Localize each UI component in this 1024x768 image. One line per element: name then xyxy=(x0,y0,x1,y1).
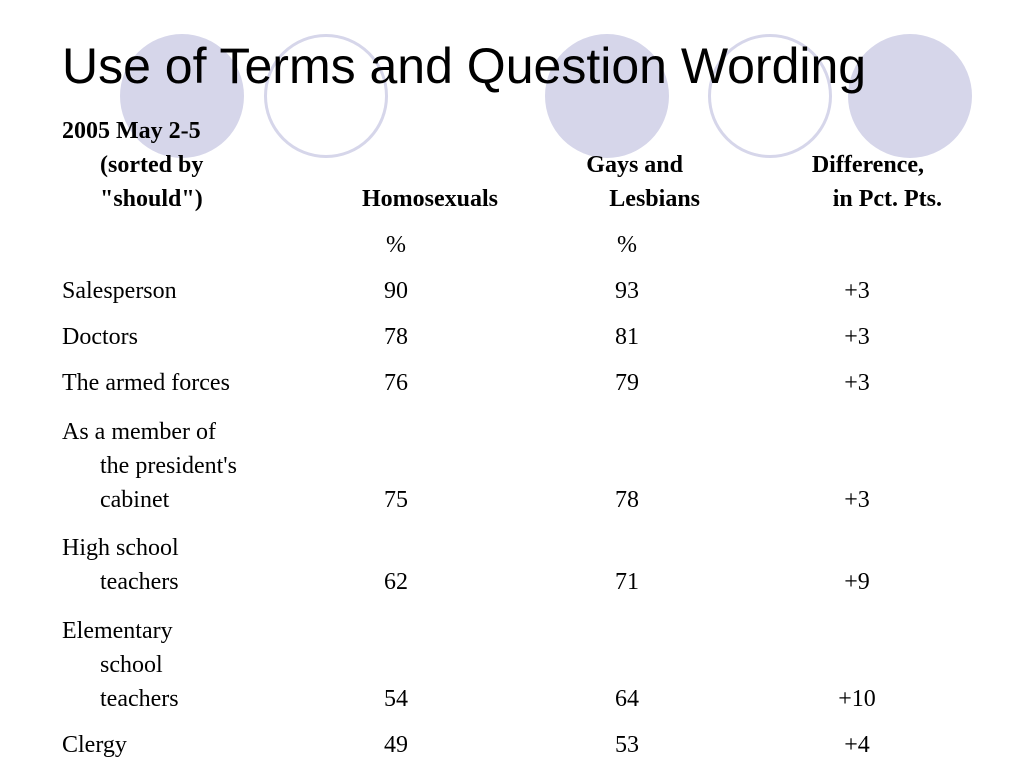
survey-date-header xyxy=(62,114,203,216)
row-label: Doctors xyxy=(62,324,138,350)
value-homosexuals: 78 xyxy=(384,324,408,350)
value-difference: +3 xyxy=(844,487,870,513)
value-homosexuals: 75 xyxy=(384,487,408,513)
unit-percent-homosexuals: % xyxy=(386,232,406,258)
column-header-gays-line-1: Gays and xyxy=(586,152,683,178)
value-gays-lesbians: 93 xyxy=(615,278,639,304)
survey-date: 2005 May 2-5 xyxy=(62,118,201,144)
value-homosexuals: 49 xyxy=(384,732,408,758)
sort-note-line-2: "should") xyxy=(100,186,203,212)
value-homosexuals: 90 xyxy=(384,278,408,304)
value-gays-lesbians: 78 xyxy=(615,487,639,513)
row-label: Clergy xyxy=(62,732,127,758)
value-difference: +3 xyxy=(844,278,870,304)
row-label: As a member of the president's cabinet xyxy=(62,419,237,513)
value-gays-lesbians: 64 xyxy=(615,686,639,712)
column-header-gays-lesbians xyxy=(540,148,700,216)
unit-percent-gays: % xyxy=(617,232,637,258)
row-label: Salesperson xyxy=(62,278,177,304)
value-difference: +3 xyxy=(844,324,870,350)
value-gays-lesbians: 71 xyxy=(615,569,639,595)
column-header-homosexuals: Homosexuals xyxy=(361,186,498,212)
row-label: The armed forces xyxy=(62,370,230,396)
decorative-circle xyxy=(848,34,972,158)
column-header-diff-line-2: in Pct. Pts. xyxy=(832,186,942,212)
value-difference: +9 xyxy=(844,569,870,595)
value-homosexuals: 54 xyxy=(384,686,408,712)
column-header-gays-line-2: Lesbians xyxy=(609,186,700,212)
value-difference: +3 xyxy=(844,370,870,396)
column-header-difference xyxy=(760,148,942,216)
row-label: High school teachers xyxy=(62,535,179,595)
value-difference: +10 xyxy=(838,686,876,712)
slide-title: Use of Terms and Question Wording xyxy=(62,38,867,94)
value-gays-lesbians: 81 xyxy=(615,324,639,350)
value-gays-lesbians: 53 xyxy=(615,732,639,758)
row-label: Elementary school teachers xyxy=(62,618,179,712)
value-gays-lesbians: 79 xyxy=(615,370,639,396)
value-difference: +4 xyxy=(844,732,870,758)
value-homosexuals: 76 xyxy=(384,370,408,396)
column-header-diff-line-1: Difference, xyxy=(811,152,924,178)
sort-note-line-1: (sorted by xyxy=(100,152,204,178)
value-homosexuals: 62 xyxy=(384,569,408,595)
